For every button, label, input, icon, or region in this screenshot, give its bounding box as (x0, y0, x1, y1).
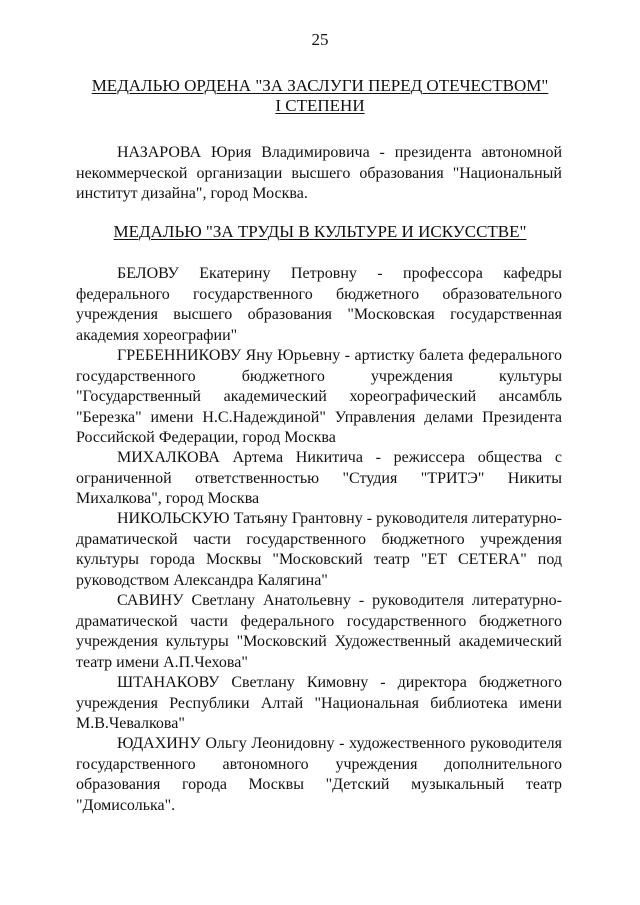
award-entry: ГРЕБЕННИКОВУ Яну Юрьевну - артистку балета федерального государственного бюджетного учреждения культуры "Государственный академический хореографический ансамбль "Березка" имени Н.С.Надеждиной" Управления делами Президента Российской Федерации, город Москва (76, 347, 562, 446)
award-entry: ЮДАХИНУ Ольгу Леонидовну - художественного руководителя государственного автономного учреждения дополнительного образования города Москвы "Детский музыкальный театр "Домисолька". (76, 735, 562, 814)
award-entry: ШТАНАКОВУ Светлану Кимовну - директора бюджетного учреждения Республики Алтай "Национальная библиотека имени М.В.Чевалкова" (76, 674, 562, 732)
award-entry: МИХАЛКОВА Артема Никитича - режиссера общества с ограниченной ответственностью "Студия "ТРИТЭ" Никиты Михалкова", город Москва (76, 449, 562, 507)
award-entry: НИКОЛЬСКУЮ Татьяну Грантовну - руководителя литературно-драматической части государственного бюджетного учреждения культуры города Москвы "Московский театр "ЕТ СЕТЕRA" под руководством Александра Калягина" (76, 510, 562, 589)
page-number: 25 (311, 30, 329, 49)
section-heading-fatherland-medal (70, 76, 570, 116)
award-entry: САВИНУ Светлану Анатольевну - руководителя литературно-драматической части федерального государственного бюджетного учреждения культуры "Московский Художественный академический театр имени А.П.Чехова" (76, 592, 562, 671)
award-entry: НАЗАРОВА Юрия Владимировича - президента автономной некоммерческой организации высшего образования "Национальный институт дизайна", город Москва. (76, 144, 562, 202)
award-entry: БЕЛОВУ Екатерину Петровну - профессора кафедры федерального государственного бюджетного образовательного учреждения высшего образования "Московская государственная академия хореографии" (76, 265, 562, 344)
section-heading-culture-medal (70, 222, 570, 242)
heading-line: МЕДАЛЬЮ "ЗА ТРУДЫ В КУЛЬТУРЕ И ИСКУССТВЕ" (113, 222, 527, 241)
heading-line: I СТЕПЕНИ (275, 96, 365, 115)
heading-line: МЕДАЛЬЮ ОРДЕНА "ЗА ЗАСЛУГИ ПЕРЕД ОТЕЧЕСТВОМ" (91, 76, 549, 95)
